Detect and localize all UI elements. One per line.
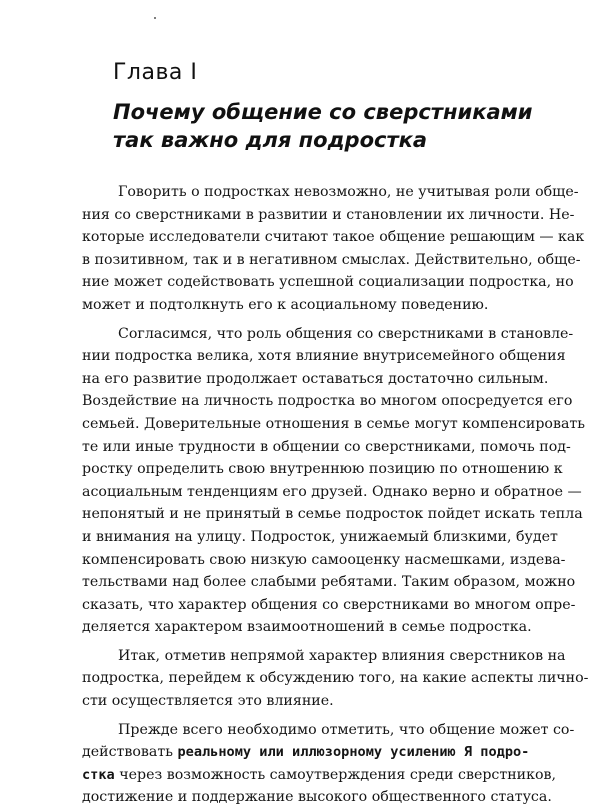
body-text (82, 181, 589, 809)
chapter-title-line: Почему общение со сверстниками (113, 100, 533, 124)
chapter-title-line: так важно для подростка (113, 128, 428, 152)
text-line: сти осуществляется это влияние. (82, 693, 334, 710)
text-line: Воздействие на личность подростка во многом опосредуется его (82, 393, 573, 410)
chapter-title (113, 98, 533, 154)
paragraph-1 (82, 181, 585, 317)
text-line: в позитивном, так и в негативном смыслах. Действительно, обще- (82, 251, 581, 268)
text-segment: через возможность самоутверждения среди сверстников, (114, 766, 557, 783)
text-line: компенсировать свою низкую самооценку насмешками, издева- (82, 551, 566, 568)
text-line: непонятый и не принятый в семье подросток пойдет искать тепла (82, 506, 583, 523)
text-line: ния со сверстниками в развитии и становлении их личности. Не- (82, 206, 575, 223)
chapter-label: Глава I (113, 60, 198, 85)
text-line: которые исследователи считают такое общение решающим — как (82, 229, 585, 246)
text-line: асоциальным тенденциям его друзей. Однако верно и обратное — (82, 483, 582, 500)
text-line: те или иные трудности в общении со сверстниками, помочь под- (82, 438, 571, 455)
text-line: Говорить о подростках невозможно, не учитывая роли обще- (118, 184, 579, 200)
text-line: может и подтолкнуть его к асоциальному поведению. (82, 296, 489, 313)
paragraph-3 (82, 645, 589, 713)
text-line: нии подростка велика, хотя влияние внутрисемейного общения (82, 348, 566, 365)
text-line: семьей. Доверительные отношения в семье могут компенсировать (82, 415, 585, 432)
text-line: Итак, отметив непрямой характер влияния сверстников на (118, 647, 566, 664)
paragraph-2 (82, 323, 585, 639)
text-line: подростка, перейдем к обсуждению того, на какие аспекты лично- (82, 670, 589, 687)
paragraph-4 (82, 719, 575, 809)
print-speck (154, 17, 156, 19)
text-line: достижение и поддержание высокого общественного статуса. (82, 789, 552, 806)
text-line: сказать, что характер общения со сверстниками во многом опре- (82, 596, 576, 613)
emphasis-text: стка (82, 766, 115, 783)
text-line: Прежде всего необходимо отметить, что общение может со- (118, 721, 575, 738)
text-line: и внимания на улицу. Подросток, унижаемый близкими, будет (82, 528, 558, 545)
emphasis-text: реальному или иллюзорному усилению Я подро- (177, 744, 530, 761)
text-segment: действовать (82, 744, 178, 761)
text-line: Согласимся, что роль общения со сверстниками в становле- (118, 325, 574, 342)
text-line: на его развитие продолжает оставаться достаточно сильным. (82, 370, 549, 387)
text-line (82, 764, 557, 787)
text-line: деляется характером взаимоотношений в семье подростка. (82, 619, 532, 636)
text-line: ростку определить свою внутреннюю позицию по отношению к (82, 461, 563, 478)
text-line (82, 741, 530, 764)
text-line: ние может содействовать успешной социализации подростка, но (82, 274, 574, 291)
text-line: тельствами над более слабыми ребятами. Таким образом, можно (82, 574, 576, 591)
